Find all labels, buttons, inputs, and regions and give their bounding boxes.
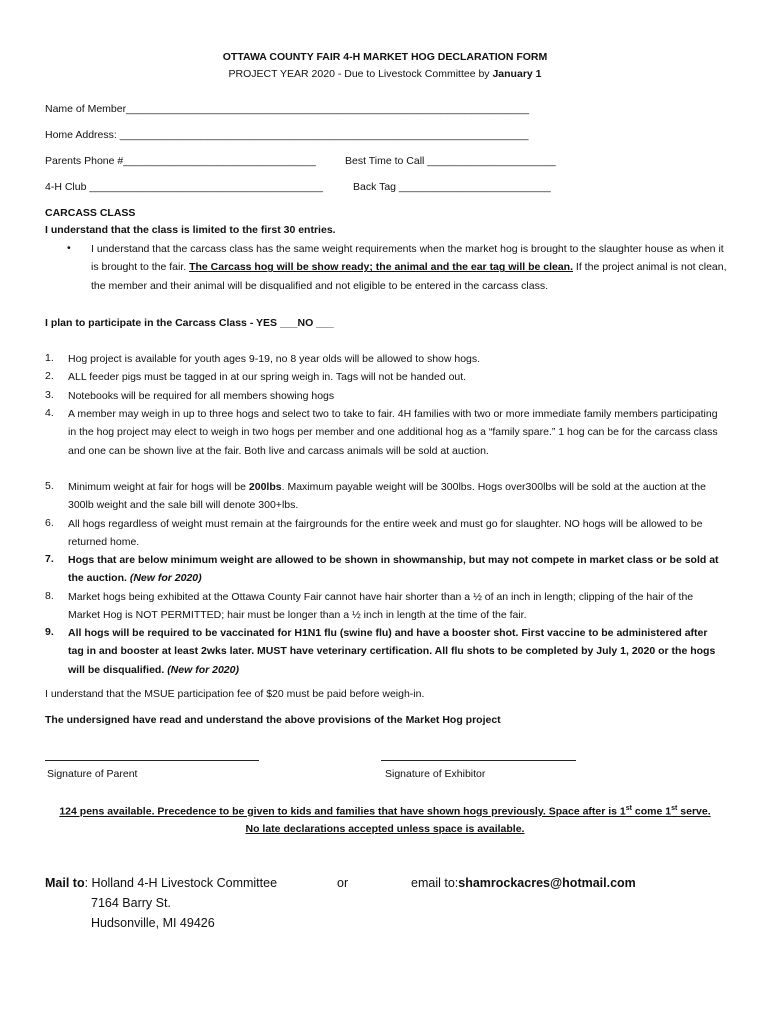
rule-number: 3.	[45, 389, 54, 401]
mail-label: Mail to	[45, 876, 85, 890]
form-subtitle	[0, 68, 770, 80]
rule-number: 5.	[45, 480, 54, 492]
rule-9-text: All hogs will be required to be vaccinated for H1N1 flu (swine flu) and have a booster shot. First vaccine to be administered after tag in and booster at least 2wks later. MUST have veterinary certification. All flu shots to be completed by July 1, 2020 or the hogs will be disqualified.	[68, 627, 716, 676]
rule-5-text-b: . Maximum payable weight will be 300lbs. Hogs over300lbs will be sold at the auction at the 300lb weight and the sale bill will denote 300+lbs.	[68, 481, 706, 512]
member-name-field[interactable]: Name of Member_____________________________________________________________________	[45, 103, 530, 115]
fee-statement: I understand that the MSUE participation fee of $20 must be paid before weigh-in.	[45, 688, 425, 700]
rule-5-weight: 200lbs	[248, 481, 282, 493]
form-title: OTTAWA COUNTY FAIR 4-H MARKET HOG DECLARATION FORM	[222, 51, 548, 63]
carcass-bullet-tail: If the project animal is not clean, the member and their animal will be disqualified and not eligible to be entered in the carcass class.	[91, 261, 727, 292]
home-address-field[interactable]: Home Address: ______________________________________________________________________	[45, 129, 529, 141]
new-2020-note: (New for 2020)	[167, 663, 239, 676]
due-date: January 1	[492, 68, 542, 80]
rule-number: 2.	[45, 370, 54, 382]
rule-item: Hog project is available for youth ages 9-19, no 8 year olds will be allowed to show hogs.	[68, 353, 481, 365]
pens-text: come 1	[632, 805, 672, 818]
parents-phone-field[interactable]: Parents Phone #_________________________________	[45, 155, 316, 167]
subtitle-text: PROJECT YEAR 2020 - Due to Livestock Committee by	[228, 68, 493, 80]
mail-street: 7164 Barry St.	[91, 896, 171, 910]
rule-item: Notebooks will be required for all members showing hogs	[68, 390, 335, 402]
rule-item: A member may weigh in up to three hogs and select two to take to fair. 4H families with two or more immediate family members participating in the hog project may elect to weigh in two hogs per member and one additional hog as a “family spare.” 1 hog can be for the carcass class and one can be shown live at the fair. Both live and carcass animals will be sold at auction.	[68, 408, 718, 457]
rule-7-text: Hogs that are below minimum weight are allowed to be shown in showmanship, but may not compete in market class or be sold at the auction.	[68, 554, 719, 585]
club-field[interactable]: 4-H Club ________________________________________	[45, 181, 323, 193]
best-time-field[interactable]: Best Time to Call ______________________	[345, 155, 556, 167]
carcass-participation[interactable]: I plan to participate in the Carcass Class - YES ___NO ___	[45, 317, 334, 329]
back-tag-field[interactable]: Back Tag __________________________	[353, 181, 551, 193]
acknowledgement: The undersigned have read and understand the above provisions of the Market Hog project	[45, 714, 501, 726]
rule-number: 9.	[45, 626, 54, 638]
superscript: st	[625, 805, 633, 812]
parent-signature-label: Signature of Parent	[47, 768, 138, 780]
rule-number: 7.	[45, 553, 54, 565]
pens-text: serve.	[677, 805, 711, 818]
rule-item	[68, 624, 720, 679]
email-label: email to:	[411, 876, 459, 890]
parent-signature-line[interactable]	[45, 760, 259, 761]
rule-number: 1.	[45, 352, 54, 364]
or-label: or	[337, 876, 349, 890]
exhibitor-signature-label: Signature of Exhibitor	[385, 768, 486, 780]
rule-number: 6.	[45, 517, 54, 529]
email-address[interactable]: shamrockacres@hotmail.com	[458, 876, 636, 890]
rule-item	[68, 551, 720, 588]
mail-city: Hudsonville, MI 49426	[91, 916, 215, 930]
rule-item: ALL feeder pigs must be tagged in at our spring weigh in. Tags will not be handed out.	[68, 371, 467, 383]
carcass-bullet-emphasis: The Carcass hog will be show ready; the animal and the ear tag will be clean.	[189, 261, 574, 274]
mail-recipient: : Holland 4-H Livestock Committee	[84, 876, 278, 890]
carcass-heading: CARCASS CLASS	[45, 207, 136, 219]
email-line	[411, 876, 636, 890]
late-notice: No late declarations accepted unless space is available.	[245, 823, 525, 835]
rule-number: 4.	[45, 407, 54, 419]
bullet-icon: •	[67, 242, 71, 254]
carcass-limit: I understand that the class is limited to the first 30 entries.	[45, 224, 336, 236]
rule-item	[68, 478, 720, 515]
pens-notice	[0, 805, 770, 818]
superscript: st	[671, 805, 678, 812]
exhibitor-signature-line[interactable]	[381, 760, 576, 761]
rule-item: Market hogs being exhibited at the Ottawa County Fair cannot have hair shorter than a ½ of an inch in length; clipping of the hair of the Market Hog is NOT PERMITTED; hair must be longer than a ½ inch in length at the time of the fair.	[68, 591, 694, 622]
carcass-bullet-text: I understand that the carcass class has the same weight requirements when the market hog is brought to the slaughter house as when it is brought to the fair.	[91, 243, 724, 274]
pens-text: 124 pens available. Precedence to be given to kids and families that have shown hogs previously. Space after is 1	[59, 805, 626, 818]
carcass-bullet	[91, 240, 727, 295]
rule-item: All hogs regardless of weight must remain at the fairgrounds for the entire week and must go for slaughter. NO hogs will be allowed to be returned home.	[68, 518, 703, 549]
new-2020-note: (New for 2020)	[129, 572, 202, 585]
rule-number: 8.	[45, 590, 54, 602]
rule-5-text-a: Minimum weight at fair for hogs will be	[68, 481, 249, 493]
mail-to-line	[45, 876, 277, 890]
